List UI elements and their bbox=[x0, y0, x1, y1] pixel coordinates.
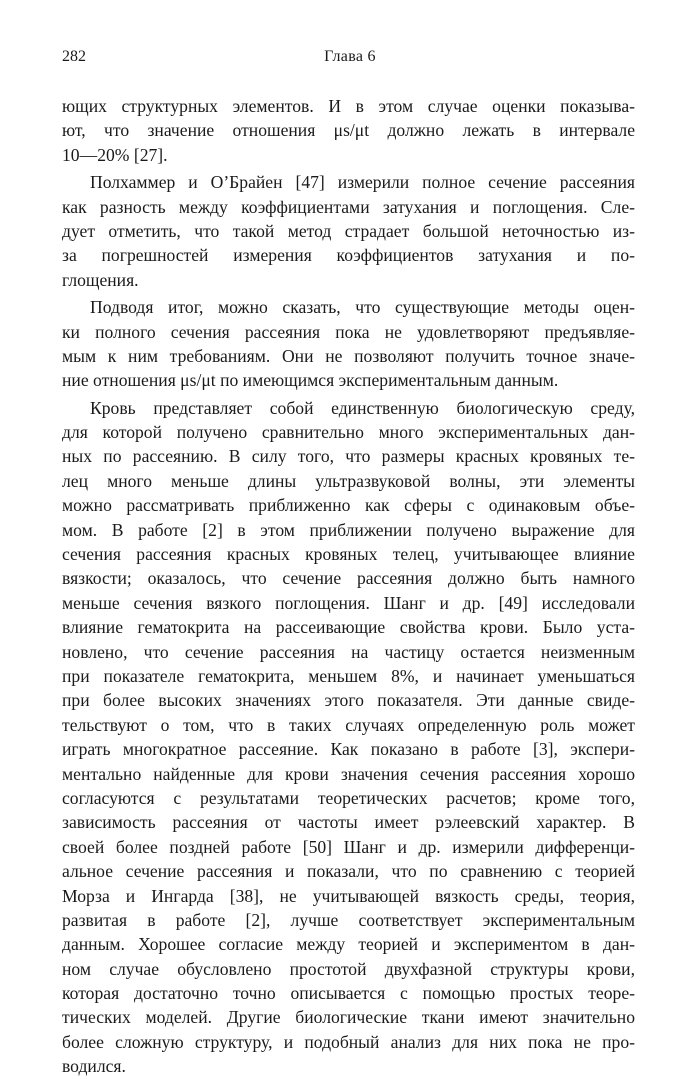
text-line: Подводя итог, можно сказать, что существующие методы оцен- bbox=[90, 297, 635, 318]
text-line: которая достаточно точно описывается с помощью простых теоре- bbox=[62, 983, 635, 1004]
text-line: сечения рассеяния красных кровяных телец, учитывающее влияние bbox=[62, 544, 635, 565]
text-line: ют, что значение отношения μs/μt должно лежать в интервале bbox=[62, 120, 635, 141]
text-line: глощения. bbox=[62, 269, 139, 290]
paragraph bbox=[62, 295, 635, 393]
text-line: при более высоких значениях этого показателя. Эти данные свиде- bbox=[62, 690, 635, 711]
text-line: зависимость рассеяния от частоты имеет рэлеевский характер. В bbox=[62, 812, 635, 833]
chapter-title: Глава 6 bbox=[324, 48, 376, 65]
text-line: вязкости; оказалось, что сечение рассеяния должно быть намного bbox=[62, 568, 635, 589]
text-line: меньше сечения вязкого поглощения. Шанг и др. [49] исследовали bbox=[62, 592, 635, 613]
text-line: водился. bbox=[62, 1056, 126, 1077]
text-line: мом. В работе [2] в этом приближении получено выражение для bbox=[62, 519, 635, 540]
text-line: Полхаммер и О’Брайен [47] измерили полное сечение рассеяния bbox=[90, 172, 635, 193]
body-text bbox=[62, 94, 635, 1079]
text-line: как разность между коэффициентами затухания и поглощения. Сле- bbox=[62, 196, 635, 217]
text-line: тельствуют о том, что в таких случаях определенную роль может bbox=[62, 714, 635, 735]
paragraph bbox=[62, 170, 635, 292]
text-line: данным. Хорошее согласие между теорией и экспериментом в дан- bbox=[62, 934, 635, 955]
paragraph bbox=[62, 94, 635, 167]
text-line: Кровь представляет собой единственную биологическую среду, bbox=[90, 397, 635, 418]
text-line: тических моделей. Другие биологические ткани имеют значительно bbox=[62, 1007, 635, 1028]
text-line: при показателе гематокрита, меньшем 8%, и начинает уменьшаться bbox=[62, 665, 635, 686]
text-line: ние отношения μs/μt по имеющимся экспериментальным данным. bbox=[62, 370, 559, 391]
page-header bbox=[62, 48, 638, 70]
text-line: ных по рассеянию. В силу того, что размеры красных кровяных те- bbox=[62, 446, 635, 467]
text-line: альное сечение рассеяния и показали, что по сравнению с теорией bbox=[62, 861, 635, 882]
text-line: за погрешностей измерения коэффициентов затухания и по- bbox=[62, 245, 635, 266]
text-line: ном случае обусловлено простотой двухфазной структуры крови, bbox=[62, 958, 635, 979]
text-line: для которой получено сравнительно много экспериментальных дан- bbox=[62, 422, 635, 443]
text-line: можно рассматривать приближенно как сферы с одинаковым объе- bbox=[62, 495, 635, 516]
paragraph bbox=[62, 396, 635, 1079]
text-line: мым к ним требованиям. Они не позволяют получить точное значе- bbox=[62, 345, 635, 366]
text-line: ки полного сечения рассеяния пока не удовлетворяют предъявляе- bbox=[62, 321, 635, 342]
text-line: развитая в работе [2], лучше соответствует экспериментальным bbox=[62, 909, 635, 930]
text-line: более сложную структуру, и подобный анализ для них пока не про- bbox=[62, 1031, 635, 1052]
text-line: новлено, что сечение рассеяния на частицу остается неизменным bbox=[62, 641, 635, 662]
text-line: дует отметить, что такой метод страдает большой неточностью из- bbox=[62, 220, 635, 241]
text-line: своей более поздней работе [50] Шанг и др. измерили дифференци- bbox=[62, 836, 635, 857]
text-line: согласуются с результатами теоретических расчетов; кроме того, bbox=[62, 787, 635, 808]
text-line: 10—20% [27]. bbox=[62, 144, 168, 165]
text-line: влияние гематокрита на рассеивающие свойства крови. Было уста- bbox=[62, 617, 635, 638]
text-line: ментально найденные для крови значения сечения рассеяния хорошо bbox=[62, 763, 635, 784]
page-number: 282 bbox=[62, 48, 86, 65]
text-line: лец много меньше длины ультразвуковой волны, эти элементы bbox=[62, 470, 635, 491]
text-line: играть многократное рассеяние. Как показано в работе [3], экспери- bbox=[62, 739, 635, 760]
text-line: Морза и Ингарда [38], не учитывающей вязкость среды, теория, bbox=[62, 885, 635, 906]
text-line: ющих структурных элементов. И в этом случае оценки показыва- bbox=[62, 96, 635, 116]
